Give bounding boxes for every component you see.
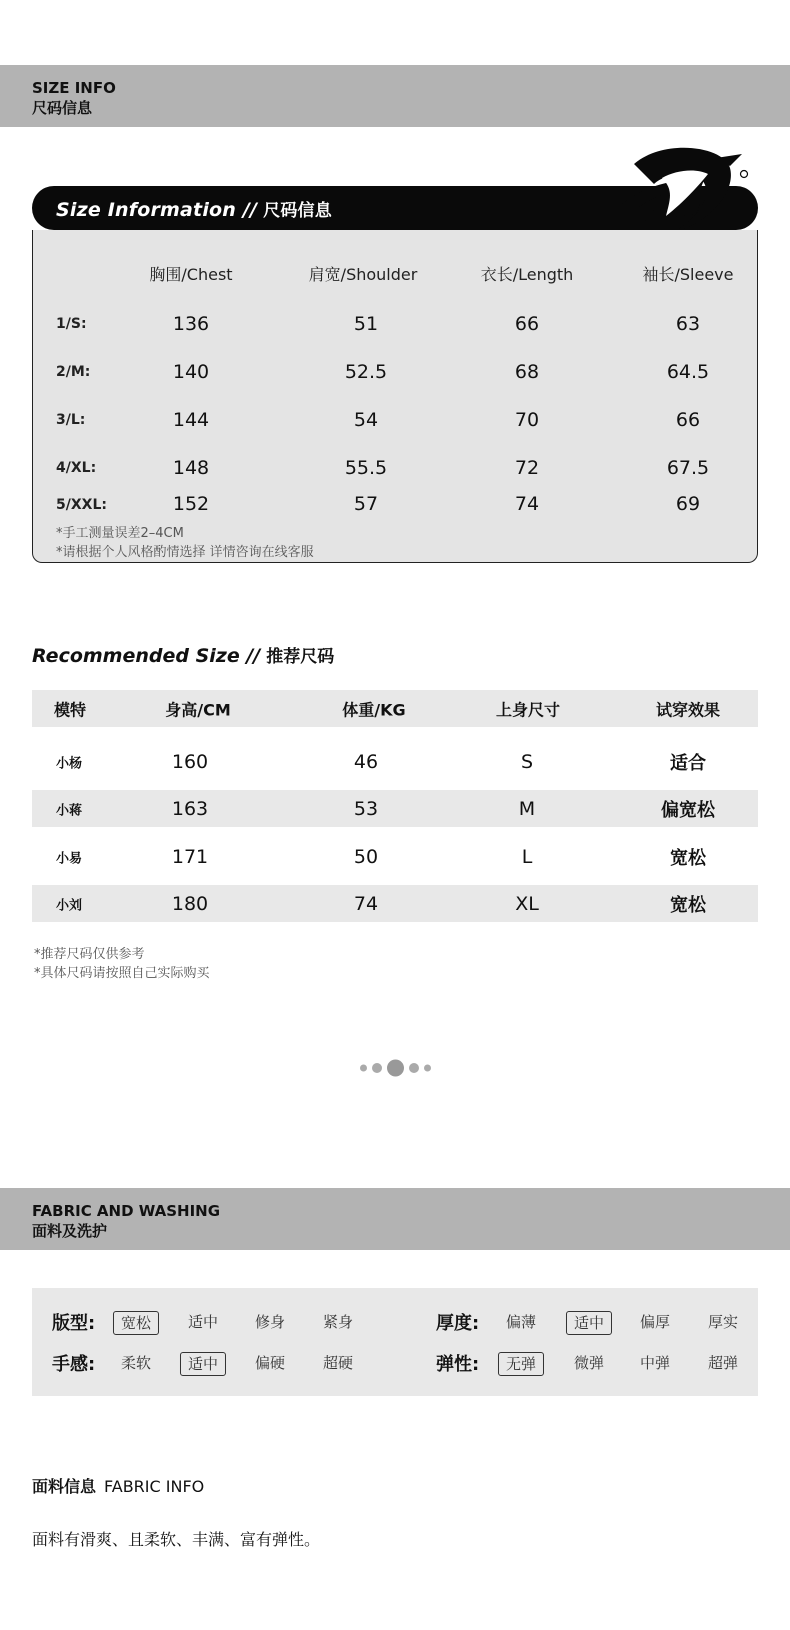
size-cell: 136 <box>172 313 210 335</box>
feel-option-selected: 适中 <box>180 1352 226 1376</box>
rec-height: 171 <box>171 845 209 868</box>
size-info-band-en: SIZE INFO <box>32 79 116 97</box>
elasticity-option-selected: 无弹 <box>498 1352 544 1376</box>
rec-fit: 宽松 <box>670 894 706 916</box>
recommended-note: *具体尺码请按照自己实际购买 <box>34 966 210 981</box>
elasticity-label: 弹性: <box>436 1354 480 1375</box>
size-cell: 70 <box>514 409 540 431</box>
dot-icon <box>409 1063 419 1073</box>
rec-header-fit: 试穿效果 <box>655 700 721 719</box>
fabric-info-title-en: FABRIC INFO <box>104 1477 205 1496</box>
size-note: *请根据个人风格酌情选择 详情咨询在线客服 <box>56 545 314 560</box>
feel-option: 柔软 <box>120 1354 152 1372</box>
rec-fit: 宽松 <box>670 847 706 869</box>
fit-option: 修身 <box>254 1313 286 1331</box>
size-cell: 69 <box>675 493 701 515</box>
recommended-size-title <box>32 642 334 667</box>
rec-fit: 偏宽松 <box>661 799 715 821</box>
fabric-washing-band <box>0 1188 790 1250</box>
rec-model-name: 小刘 <box>56 898 83 913</box>
fabric-attributes-panel <box>32 1288 758 1396</box>
size-cell: 64.5 <box>666 361 710 383</box>
thickness-option: 偏厚 <box>639 1313 671 1331</box>
size-row-label: 2/M: <box>56 364 91 380</box>
elasticity-option: 微弹 <box>573 1354 605 1372</box>
size-header-length: 衣长/Length <box>480 265 574 284</box>
recommended-title-en: Recommended Size // <box>32 645 261 667</box>
dot-icon <box>372 1063 382 1073</box>
rec-size: L <box>521 845 533 868</box>
size-cell: 66 <box>514 313 540 335</box>
thickness-label: 厚度: <box>436 1313 480 1334</box>
rec-model-name: 小易 <box>56 851 83 866</box>
size-note: *手工测量误差2–4CM <box>56 526 184 541</box>
rec-weight: 50 <box>353 845 379 868</box>
rec-height: 160 <box>171 750 209 773</box>
thickness-option-selected: 适中 <box>566 1311 612 1335</box>
rec-size: M <box>518 797 536 820</box>
size-information-title-en: Size Information // <box>56 199 258 221</box>
size-cell: 55.5 <box>344 457 388 479</box>
size-cell: 144 <box>172 409 210 431</box>
rec-header-weight: 体重/KG <box>342 700 406 719</box>
fabric-band-cn: 面料及洗护 <box>32 1222 108 1240</box>
size-cell: 63 <box>675 313 701 335</box>
size-information-title-cn: 尺码信息 <box>263 201 332 221</box>
size-cell: 51 <box>353 313 379 335</box>
rec-header-size: 上身尺寸 <box>495 700 561 719</box>
rec-model-name: 小杨 <box>56 756 83 771</box>
fit-option: 紧身 <box>322 1313 354 1331</box>
rec-fit: 适合 <box>670 752 706 774</box>
size-header-shoulder: 肩宽/Shoulder <box>308 265 418 284</box>
size-cell: 152 <box>172 493 210 515</box>
rec-header-height: 身高/CM <box>165 700 231 719</box>
rec-header-model: 模特 <box>54 700 87 719</box>
carousel-dots <box>360 1058 432 1078</box>
size-row-label: 4/XL: <box>56 460 97 476</box>
fabric-info-title-cn: 面料信息 <box>32 1477 97 1496</box>
table-row <box>32 790 758 827</box>
rec-model-name: 小蒋 <box>56 803 83 818</box>
recommended-header-row <box>32 690 758 727</box>
size-information-title <box>56 196 332 221</box>
rec-height: 180 <box>171 892 209 915</box>
fit-option-selected: 宽松 <box>113 1311 159 1335</box>
dot-icon <box>360 1065 367 1072</box>
rec-weight: 74 <box>353 892 379 915</box>
fabric-info-title <box>32 1474 204 1497</box>
size-cell: 72 <box>514 457 540 479</box>
size-row-label: 3/L: <box>56 412 86 428</box>
recommended-title-cn: 推荐尺码 <box>266 647 335 667</box>
size-cell: 140 <box>172 361 210 383</box>
size-cell: 54 <box>353 409 379 431</box>
dot-icon <box>424 1065 431 1072</box>
rec-size: S <box>520 750 534 773</box>
elasticity-option: 超弹 <box>707 1354 739 1372</box>
size-row-label: 1/S: <box>56 316 87 332</box>
rec-size: XL <box>515 892 539 915</box>
table-row <box>32 838 758 875</box>
size-cell: 67.5 <box>666 457 710 479</box>
recommended-note: *推荐尺码仅供参考 <box>34 947 145 962</box>
thickness-option: 偏薄 <box>505 1313 537 1331</box>
size-info-band <box>0 65 790 127</box>
fit-label: 版型: <box>52 1313 96 1334</box>
size-header-sleeve: 袖长/Sleeve <box>642 265 734 284</box>
fabric-description: 面料有滑爽、且柔软、丰满、富有弹性。 <box>32 1530 321 1549</box>
size-info-band-cn: 尺码信息 <box>32 99 93 117</box>
size-table <box>32 230 758 563</box>
feel-option: 超硬 <box>322 1354 354 1372</box>
size-row-label: 5/XXL: <box>56 497 107 513</box>
fit-option: 适中 <box>187 1313 219 1331</box>
brand-logo <box>604 144 764 238</box>
rec-weight: 46 <box>353 750 379 773</box>
feel-option: 偏硬 <box>254 1354 286 1372</box>
size-cell: 66 <box>675 409 701 431</box>
size-cell: 52.5 <box>344 361 388 383</box>
rec-weight: 53 <box>353 797 379 820</box>
table-row <box>32 885 758 922</box>
rec-height: 163 <box>171 797 209 820</box>
thickness-option: 厚实 <box>707 1313 739 1331</box>
fabric-band-en: FABRIC AND WASHING <box>32 1202 221 1220</box>
table-row <box>32 743 758 780</box>
elasticity-option: 中弹 <box>639 1354 671 1372</box>
size-cell: 68 <box>514 361 540 383</box>
size-cell: 148 <box>172 457 210 479</box>
feel-label: 手感: <box>52 1354 96 1375</box>
size-header-chest: 胸围/Chest <box>149 265 233 284</box>
size-cell: 57 <box>353 493 379 515</box>
dot-icon <box>387 1060 404 1077</box>
size-cell: 74 <box>514 493 540 515</box>
